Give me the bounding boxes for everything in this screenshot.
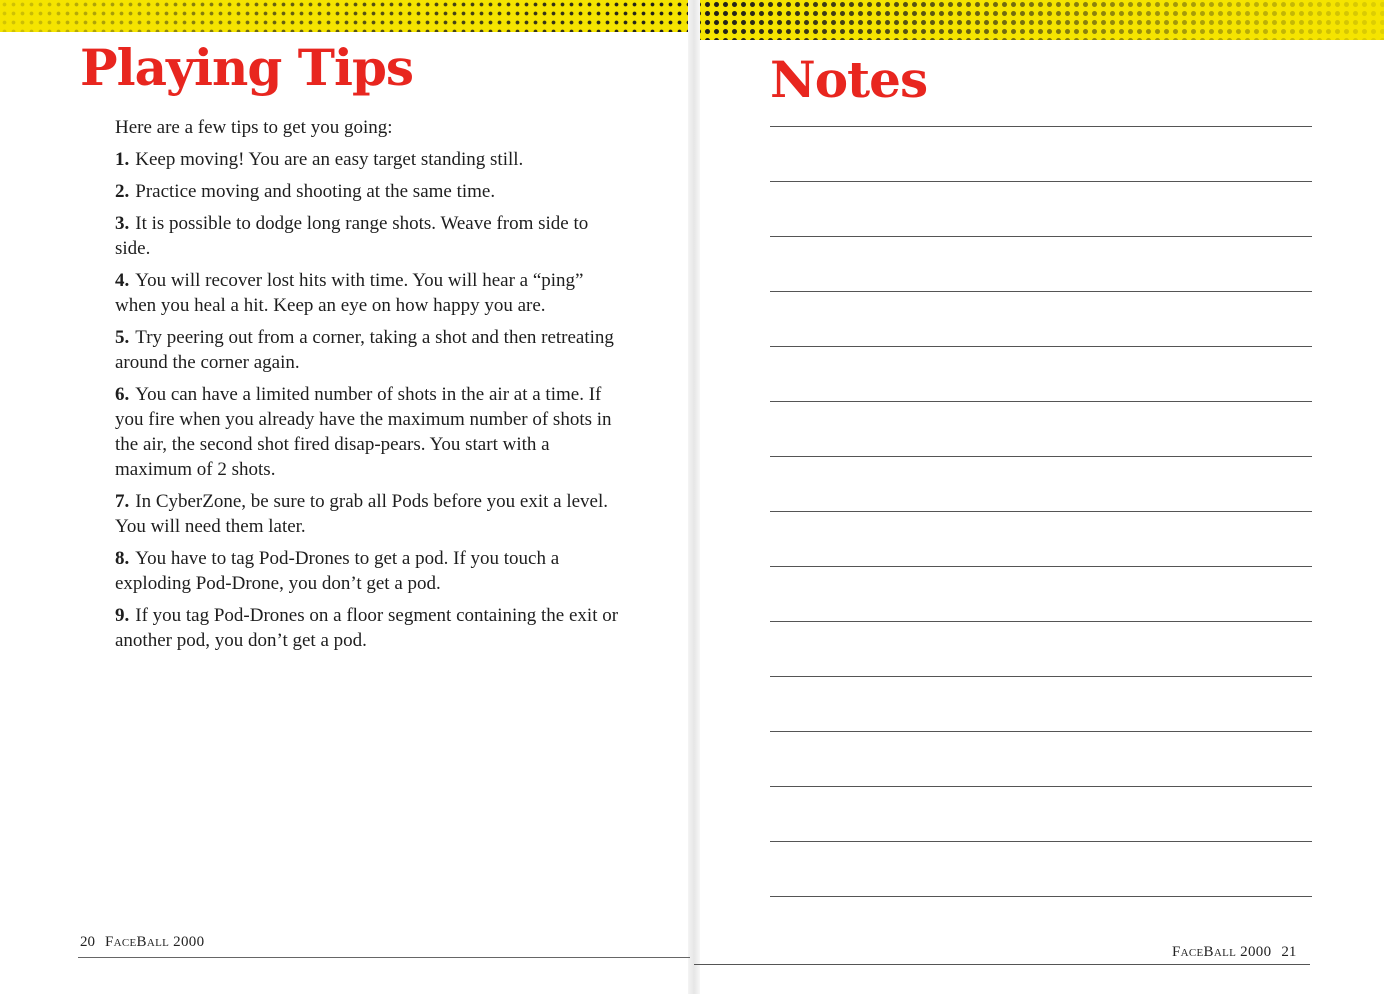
page-number: 20 xyxy=(80,934,95,950)
tip-number: 5. xyxy=(115,327,130,348)
tip-text: You will recover lost hits with time. You will hear a “ping” when you heal a hit. Keep an eye on how happy you are. xyxy=(115,270,584,316)
tip-number: 2. xyxy=(115,181,130,202)
tip-text: You can have a limited number of shots in the air at a time. If you fire when you already have the maximum number of shots in the air, the second shot fired disap-pears. You start with a maximum of 2 shots. xyxy=(115,384,612,480)
tip-number: 4. xyxy=(115,270,130,291)
notes-line xyxy=(770,346,1312,347)
tip-number: 9. xyxy=(115,605,130,626)
halftone-banner-left xyxy=(0,0,692,32)
tip-number: 8. xyxy=(115,548,130,569)
notes-line xyxy=(770,621,1312,622)
notes-line xyxy=(770,126,1312,127)
notes-lines xyxy=(770,0,1312,994)
tip-item xyxy=(115,382,620,482)
page-gutter xyxy=(688,0,700,994)
page-number: 21 xyxy=(1281,944,1297,960)
tip-item xyxy=(115,603,620,653)
tip-item xyxy=(115,268,620,318)
tip-text: Practice moving and shooting at the same time. xyxy=(135,181,496,202)
notes-line xyxy=(770,896,1312,897)
tip-text: If you tag Pod-Drones on a floor segment containing the exit or another pod, you don’t get a pod. xyxy=(115,605,619,651)
tip-item xyxy=(115,546,620,596)
notes-line xyxy=(770,181,1312,182)
tip-text: Try peering out from a corner, taking a shot and then retreating around the corner again. xyxy=(115,327,614,373)
footer-left xyxy=(80,934,204,951)
tip-number: 7. xyxy=(115,491,130,512)
tip-text: In CyberZone, be sure to grab all Pods before you exit a level. You will need them later. xyxy=(115,491,608,537)
notes-line xyxy=(770,291,1312,292)
tip-text: It is possible to dodge long range shots. Weave from side to side. xyxy=(115,213,589,259)
tip-item xyxy=(115,325,620,375)
notes-line xyxy=(770,841,1312,842)
tip-number: 6. xyxy=(115,384,130,405)
tip-text: Keep moving! You are an easy target standing still. xyxy=(135,149,524,170)
notes-line xyxy=(770,236,1312,237)
tips-section xyxy=(115,115,620,660)
footer-rule-right xyxy=(694,964,1310,965)
page-title-playing-tips: Playing Tips xyxy=(80,38,414,97)
tip-item xyxy=(115,489,620,539)
footer-right xyxy=(1172,944,1296,961)
tips-intro: Here are a few tips to get you going: xyxy=(115,117,393,138)
book-title: FaceBall 2000 xyxy=(105,934,205,950)
tip-number: 1. xyxy=(115,149,130,170)
page-title-notes: Notes xyxy=(770,50,928,109)
tips-list xyxy=(115,147,620,653)
notes-line xyxy=(770,511,1312,512)
tip-item xyxy=(115,179,620,204)
notes-line xyxy=(770,456,1312,457)
tip-number: 3. xyxy=(115,213,130,234)
notes-line xyxy=(770,731,1312,732)
tip-text: You have to tag Pod-Drones to get a pod. If you touch a exploding Pod-Drone, you don’t get a pod. xyxy=(115,548,560,594)
tip-item xyxy=(115,147,620,172)
tip-item xyxy=(115,211,620,261)
notes-line xyxy=(770,676,1312,677)
footer-rule-left xyxy=(78,957,690,958)
notes-line xyxy=(770,401,1312,402)
notes-line xyxy=(770,566,1312,567)
book-title: FaceBall 2000 xyxy=(1172,944,1272,960)
notes-line xyxy=(770,786,1312,787)
